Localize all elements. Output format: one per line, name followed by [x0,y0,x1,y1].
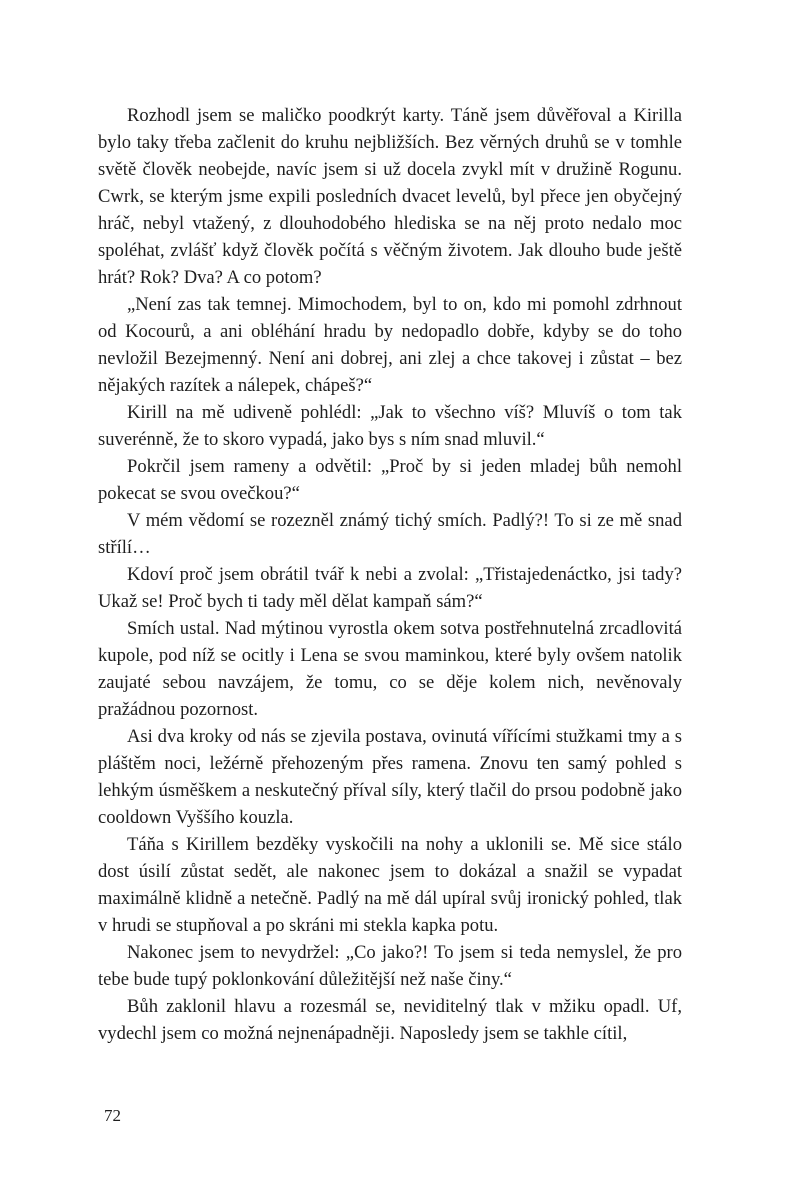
paragraph: Kirill na mě udiveně pohlédl: „Jak to všechno víš? Mluvíš o tom tak suverénně, že to skoro vypadá, jako bys s ním snad mluvil.“ [98,402,682,450]
paragraph: Rozhodl jsem se maličko poodkrýt karty. Táně jsem důvěřoval a Kirilla bylo taky třeba začlenit do kruhu nejbližších. Bez věrných druhů se v tomhle světě člověk neobejde, navíc jsem si už docela zvykl mít v družině Rogunu. Cwrk, se kterým jsme expili posledních dvacet levelů, byl přece jen obyčejný hráč, nebyl vtažený, z dlouhodobého hlediska se na něj proto nedalo moc spoléhat, zvlášť když člověk počítá s věčným životem. Jak dlouho bude ještě hrát? Rok? Dva? A co potom? [98,105,682,288]
paragraph: Kdoví proč jsem obrátil tvář k nebi a zvolal: „Třistajedenáctko, jsi tady? Ukaž se! Proč bych ti tady měl dělat kampaň sám?“ [98,564,682,612]
paragraph: V mém vědomí se rozezněl známý tichý smích. Padlý?! To si ze mě snad střílí… [98,510,682,558]
paragraph: Pokrčil jsem rameny a odvětil: „Proč by si jeden mladej bůh nemohl pokecat se svou ovečkou?“ [98,456,682,504]
paragraph: Táňa s Kirillem bezděky vyskočili na nohy a uklonili se. Mě sice stálo dost úsilí zůstat sedět, ale nakonec jsem to dokázal a snažil se vypadat maximálně klidně a netečně. Padlý na mě dál upíral svůj ironický pohled, tlak v hrudi se stupňoval a po skráni mi stekla kapka potu. [98,834,682,936]
paragraph: Smích ustal. Nad mýtinou vyrostla okem sotva postřehnutelná zrcadlovitá kupole, pod níž se ocitly i Lena se svou maminkou, které byly ovšem natolik zaujaté sebou navzájem, že tomu, co se děje kolem nich, nevěnovaly pražádnou pozornost. [98,618,682,720]
page-body [98,102,682,1047]
page-number: 72 [104,1106,121,1125]
paragraph: Asi dva kroky od nás se zjevila postava, ovinutá vířícími stužkami tmy a s pláštěm noci, ležérně přehozeným přes ramena. Znovu ten samý pohled s lehkým úsměškem a neskutečný příval síly, který tlačil do prsou podobně jako cooldown Vyššího kouzla. [98,726,682,828]
paragraph: Bůh zaklonil hlavu a rozesmál se, neviditelný tlak v mžiku opadl. Uf, vydechl jsem co možná nejnenápadněji. Naposledy jsem se takhle cítil, [98,996,682,1044]
paragraph: Nakonec jsem to nevydržel: „Co jako?! To jsem si teda nemyslel, že pro tebe bude tupý poklonkování důležitější než naše činy.“ [98,942,682,990]
paragraph: „Není zas tak temnej. Mimochodem, byl to on, kdo mi pomohl zdrhnout od Kocourů, a ani obléhání hradu by nedopadlo dobře, kdyby se do toho nevložil Bezejmenný. Není ani dobrej, ani zlej a chce takovej i zůstat – bez nějakých razítek a nálepek, chápeš?“ [98,294,682,396]
